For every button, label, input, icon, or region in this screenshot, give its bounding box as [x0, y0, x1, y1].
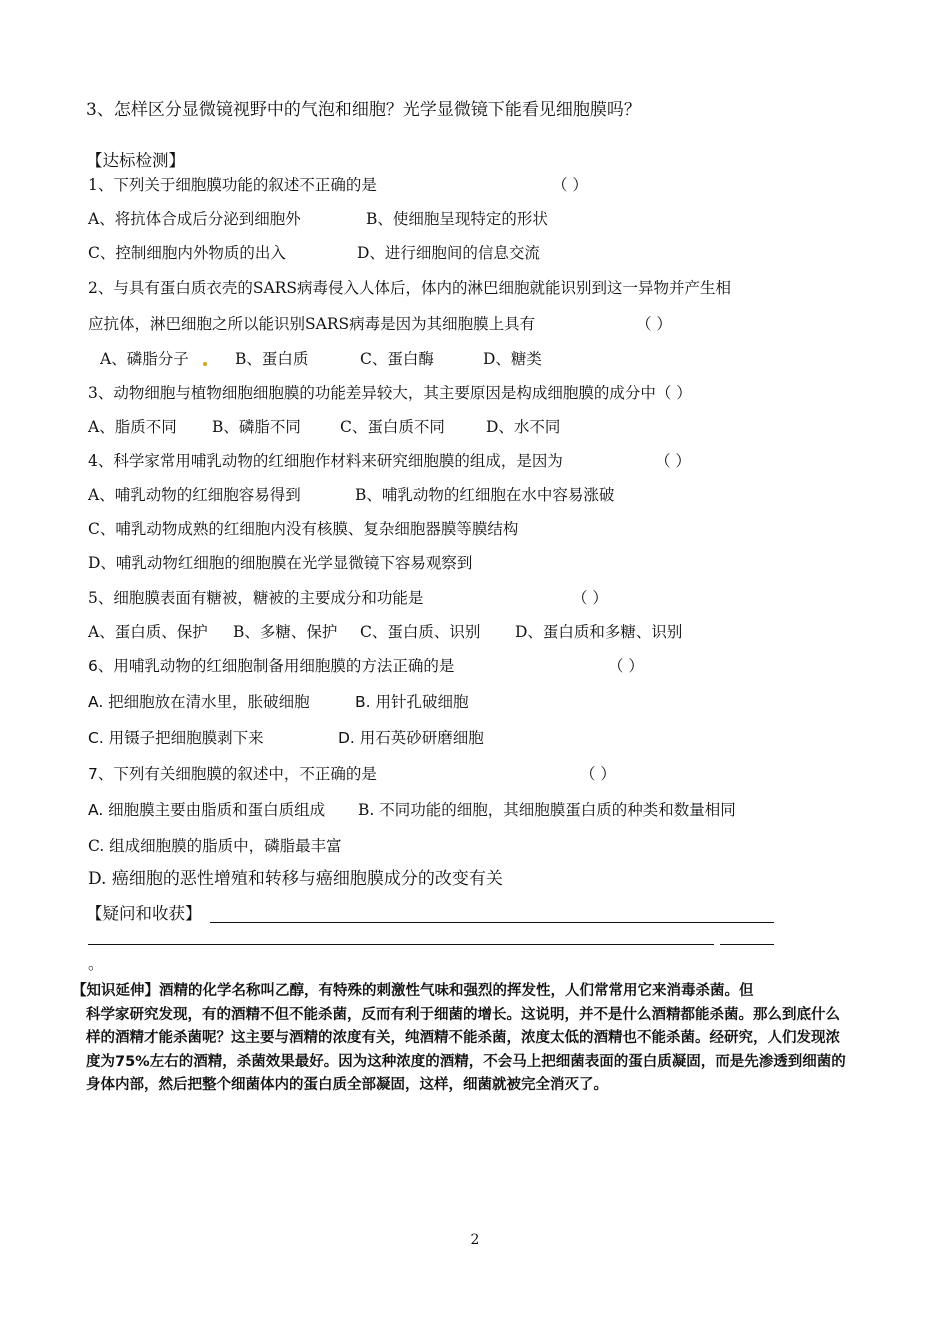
q6-answer-paren: （ ） — [608, 657, 644, 675]
q6-option-c: C. 用镊子把细胞膜剥下来 — [88, 729, 264, 747]
q1-option-b: B、使细胞呈现特定的形状 — [366, 210, 548, 228]
q3-option-b: B、磷脂不同 — [212, 418, 301, 436]
extension-first-line: 酒精的化学名称叫乙醇，有特殊的刺激性气味和强烈的挥发性，人们常常用它来消毒杀菌。但 — [159, 983, 754, 999]
q1-option-a: A、将抗体合成后分泌到细胞外 — [88, 210, 301, 228]
doubt-answer-line-1[interactable] — [210, 922, 774, 923]
q5-option-b: B、多糖、保护 — [233, 623, 338, 641]
q3-option-d: D、水不同 — [486, 418, 561, 436]
q7-stem: 7、下列有关细胞膜的叙述中，不正确的是 — [88, 765, 377, 783]
q1-answer-paren: （ ） — [552, 176, 588, 194]
q2-stem: 2、与具有蛋白质衣壳的SARS病毒侵入人体后，体内的淋巴细胞就能识别到这一异物并产生相 — [88, 279, 731, 297]
q7-option-b: B. 不同功能的细胞，其细胞膜蛋白质的种类和数量相同 — [358, 801, 736, 819]
q5-option-d: D、蛋白质和多糖、识别 — [515, 623, 683, 641]
q4-option-b: B、哺乳动物的红细胞在水中容易涨破 — [355, 486, 615, 504]
question-3-microscope: 3、怎样区分显微镜视野中的气泡和细胞？光学显微镜下能看见细胞膜吗？ — [86, 100, 641, 120]
q1-option-c: C、控制细胞内外物质的出入 — [88, 244, 286, 262]
q6-option-b: B. 用针孔破细胞 — [355, 693, 469, 711]
q5-option-a: A、蛋白质、保护 — [88, 623, 208, 641]
q4-option-a: A、哺乳动物的红细胞容易得到 — [88, 486, 301, 504]
q5-option-c: C、蛋白质、识别 — [360, 623, 481, 641]
q2-stem-continued: 应抗体，淋巴细胞之所以能识别SARS病毒是因为其细胞膜上具有 — [88, 315, 536, 333]
knowledge-extension-paragraph — [72, 980, 854, 1098]
q6-option-a: A. 把细胞放在清水里，胀破细胞 — [88, 693, 310, 711]
doubt-answer-line-2[interactable] — [88, 944, 714, 945]
section-heading-doubt: 【疑问和收获】 — [86, 904, 202, 923]
q7-answer-paren: （ ） — [580, 765, 616, 783]
q7-option-d: D. 癌细胞的恶性增殖和转移与癌细胞膜成分的改变有关 — [88, 869, 503, 889]
doubt-end-mark: 。 — [88, 955, 104, 973]
q3-option-a: A、脂质不同 — [88, 418, 177, 436]
q7-option-a: A. 细胞膜主要由脂质和蛋白质组成 — [88, 801, 326, 819]
q1-option-d: D、进行细胞间的信息交流 — [357, 244, 540, 262]
q6-stem: 6、用哺乳动物的红细胞制备用细胞膜的方法正确的是 — [88, 657, 455, 675]
extension-body: 科学家研究发现，有的酒精不但不能杀菌，反而有利于细菌的增长。这说明，并不是什么酒精都能杀菌。那么到底什么样的酒精才能杀菌呢？这主要与酒精的浓度有关，纯酒精不能杀菌，浓度太低的酒精也不能杀菌。经研究，人们发现浓度为75%左右的酒精，杀菌效果最好。因为这种浓度的酒精，不会马上把细菌表面的蛋白质凝固，而是先渗透到细菌的身体内部，然后把整个细菌体内的蛋白质全部凝固，这样，细菌就被完全消灭了。 — [86, 1006, 846, 1093]
extension-label: 【知识延伸】 — [72, 983, 159, 999]
q2-option-c: C、蛋白酶 — [360, 350, 434, 368]
page-number: 2 — [470, 1232, 480, 1248]
q7-option-c: C. 组成细胞膜的脂质中，磷脂最丰富 — [88, 837, 342, 855]
q2-option-d: D、糖类 — [483, 350, 542, 368]
q4-option-c: C、哺乳动物成熟的红细胞内没有核膜、复杂细胞器膜等膜结构 — [88, 520, 519, 538]
accent-dot — [203, 362, 207, 366]
q1-stem: 1、下列关于细胞膜功能的叙述不正确的是 — [88, 176, 377, 194]
q2-answer-paren: （ ） — [636, 315, 672, 333]
q4-answer-paren: （ ） — [655, 452, 691, 470]
q3-stem: 3、动物细胞与植物细胞细胞膜的功能差异较大，其主要原因是构成细胞膜的成分中（ ） — [88, 384, 692, 402]
q5-stem: 5、细胞膜表面有糖被，糖被的主要成分和功能是 — [88, 589, 424, 607]
q3-option-c: C、蛋白质不同 — [340, 418, 445, 436]
q2-option-b: B、蛋白质 — [235, 350, 309, 368]
q6-option-d: D. 用石英砂研磨细胞 — [338, 729, 484, 747]
q5-answer-paren: （ ） — [572, 589, 608, 607]
doubt-answer-line-3[interactable] — [720, 944, 774, 945]
q4-stem: 4、科学家常用哺乳动物的红细胞作材料来研究细胞膜的组成，是因为 — [88, 452, 563, 470]
q4-option-d: D、哺乳动物红细胞的细胞膜在光学显微镜下容易观察到 — [88, 554, 473, 572]
section-heading-test: 【达标检测】 — [86, 151, 185, 170]
q2-option-a: A、磷脂分子 — [100, 350, 189, 368]
